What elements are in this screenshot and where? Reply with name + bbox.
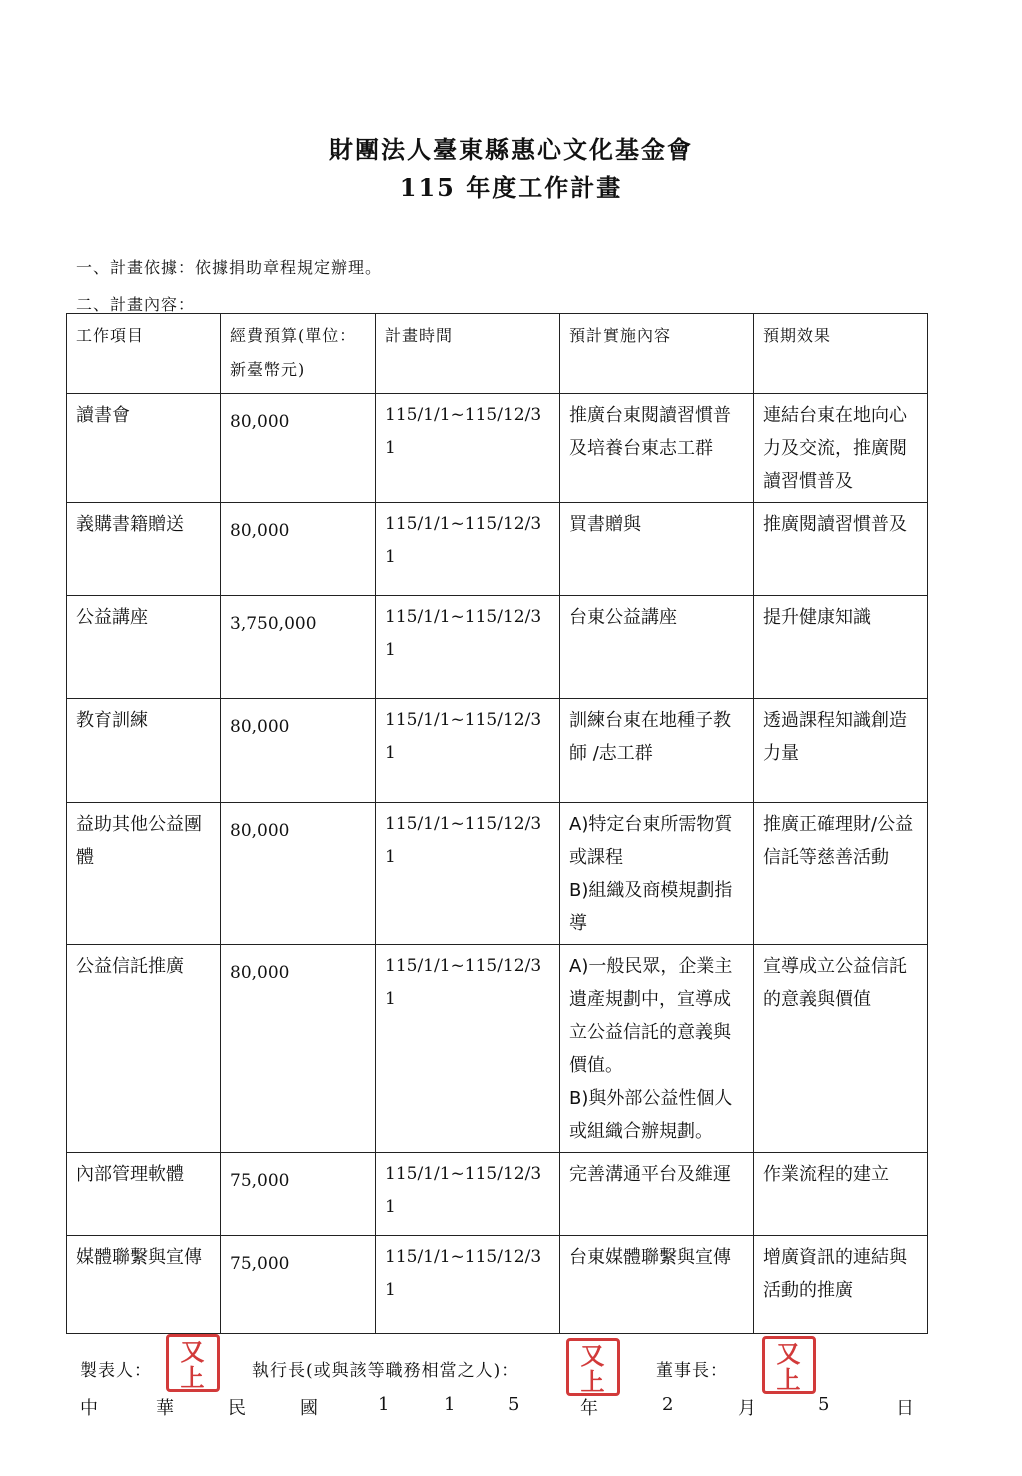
cell-effect: 透過課程知識創造力量: [754, 699, 928, 803]
date-char: 5: [508, 1394, 520, 1415]
date-char: 日: [896, 1398, 914, 1419]
cell-period: 115/1/1~115/12/31: [376, 1153, 560, 1236]
header-period: 計畫時間: [376, 314, 560, 394]
cell-content: 台東公益講座: [560, 596, 754, 699]
header-content: 預計實施內容: [560, 314, 754, 394]
content-part-b: B)與外部公益性個人或組織合辦規劃。: [569, 1088, 733, 1142]
cell-effect: 推廣正確理財/公益信託等慈善活動: [754, 803, 928, 945]
work-plan-table: [66, 313, 928, 1334]
date-char: 中: [80, 1398, 98, 1419]
content-part-b: B)組織及商模規劃指導: [569, 880, 733, 934]
date-char: 月: [738, 1398, 756, 1419]
cell-content: [560, 945, 754, 1153]
table-row: [67, 503, 928, 596]
table-row: [67, 394, 928, 503]
cell-item: 教育訓練: [67, 699, 221, 803]
cell-budget: 80,000: [221, 945, 376, 1153]
date-char: 2: [662, 1394, 674, 1415]
signature-line: [80, 1337, 940, 1396]
header-item: 工作項目: [67, 314, 221, 394]
table-row: [67, 803, 928, 945]
cell-item: 益助其他公益團體: [67, 803, 221, 945]
chairman-label: 董事長：: [656, 1361, 728, 1381]
cell-effect: 增廣資訊的連結與活動的推廣: [754, 1236, 928, 1334]
preparer-label: 製表人：: [80, 1361, 152, 1381]
cell-period: 115/1/1~115/12/31: [376, 945, 560, 1153]
cell-period: 115/1/1~115/12/31: [376, 1236, 560, 1334]
cell-effect: 宣導成立公益信託的意義與價值: [754, 945, 928, 1153]
date-char: 華: [156, 1398, 174, 1419]
content-part-a: A)一般民眾，企業主遺產規劃中，宣導成立公益信託的意義與價值。: [569, 956, 733, 1076]
cell-content: 推廣台東閱讀習慣普及培養台東志工群: [560, 394, 754, 503]
cell-effect: 作業流程的建立: [754, 1153, 928, 1236]
ceo-seal-stamp: 又 上: [566, 1338, 620, 1396]
date-char: 年: [580, 1398, 598, 1419]
cell-period: 115/1/1~115/12/31: [376, 596, 560, 699]
cell-budget: 80,000: [221, 699, 376, 803]
content-part-a: A)特定台東所需物質或課程: [569, 814, 733, 868]
table-row: [67, 1153, 928, 1236]
cell-content: 訓練台東在地種子教師 /志工群: [560, 699, 754, 803]
cell-content: 完善溝通平台及維運: [560, 1153, 754, 1236]
preparer-seal-stamp: 又 上: [166, 1334, 220, 1392]
date-char: 國: [300, 1398, 318, 1419]
header-budget: 經費預算(單位：新臺幣元): [221, 314, 376, 394]
plan-basis: 一、計畫依據：依據捐助章程規定辦理。: [76, 258, 383, 277]
table-row: [67, 596, 928, 699]
date-char: 5: [818, 1394, 830, 1415]
cell-period: 115/1/1~115/12/31: [376, 503, 560, 596]
cell-item: 公益講座: [67, 596, 221, 699]
cell-effect: 連結台東在地向心力及交流，推廣閱讀習慣普及: [754, 394, 928, 503]
cell-content: 買書贈與: [560, 503, 754, 596]
cell-period: 115/1/1~115/12/31: [376, 803, 560, 945]
cell-budget: 3,750,000: [221, 596, 376, 699]
document-date: [80, 1394, 914, 1420]
cell-budget: 80,000: [221, 503, 376, 596]
cell-item: 公益信託推廣: [67, 945, 221, 1153]
cell-budget: 80,000: [221, 394, 376, 503]
cell-item: 讀書會: [67, 394, 221, 503]
cell-period: 115/1/1~115/12/31: [376, 394, 560, 503]
cell-budget: 75,000: [221, 1153, 376, 1236]
table-row: [67, 945, 928, 1153]
cell-budget: 75,000: [221, 1236, 376, 1334]
cell-item: 義購書籍贈送: [67, 503, 221, 596]
cell-content: [560, 803, 754, 945]
ceo-label: 執行長(或與該等職務相當之人)：: [252, 1361, 520, 1381]
date-char: 1: [444, 1394, 456, 1415]
plan-content-heading: 二、計畫內容：: [76, 295, 196, 314]
plan-title: 115 年度工作計畫: [399, 173, 623, 202]
table-header-row: [67, 314, 928, 394]
cell-content: 台東媒體聯繫與宣傳: [560, 1236, 754, 1334]
header-effect: 預期效果: [754, 314, 928, 394]
cell-budget: 80,000: [221, 803, 376, 945]
table-row: [67, 699, 928, 803]
date-char: 民: [228, 1398, 246, 1419]
organization-title: 財團法人臺東縣惠心文化基金會: [329, 135, 693, 164]
chairman-seal-stamp: 又 上: [762, 1336, 816, 1394]
table-row: [67, 1236, 928, 1334]
cell-item: 媒體聯繫與宣傳: [67, 1236, 221, 1334]
cell-effect: 提升健康知識: [754, 596, 928, 699]
cell-period: 115/1/1~115/12/31: [376, 699, 560, 803]
cell-effect: 推廣閱讀習慣普及: [754, 503, 928, 596]
cell-item: 內部管理軟體: [67, 1153, 221, 1236]
date-char: 1: [378, 1394, 390, 1415]
